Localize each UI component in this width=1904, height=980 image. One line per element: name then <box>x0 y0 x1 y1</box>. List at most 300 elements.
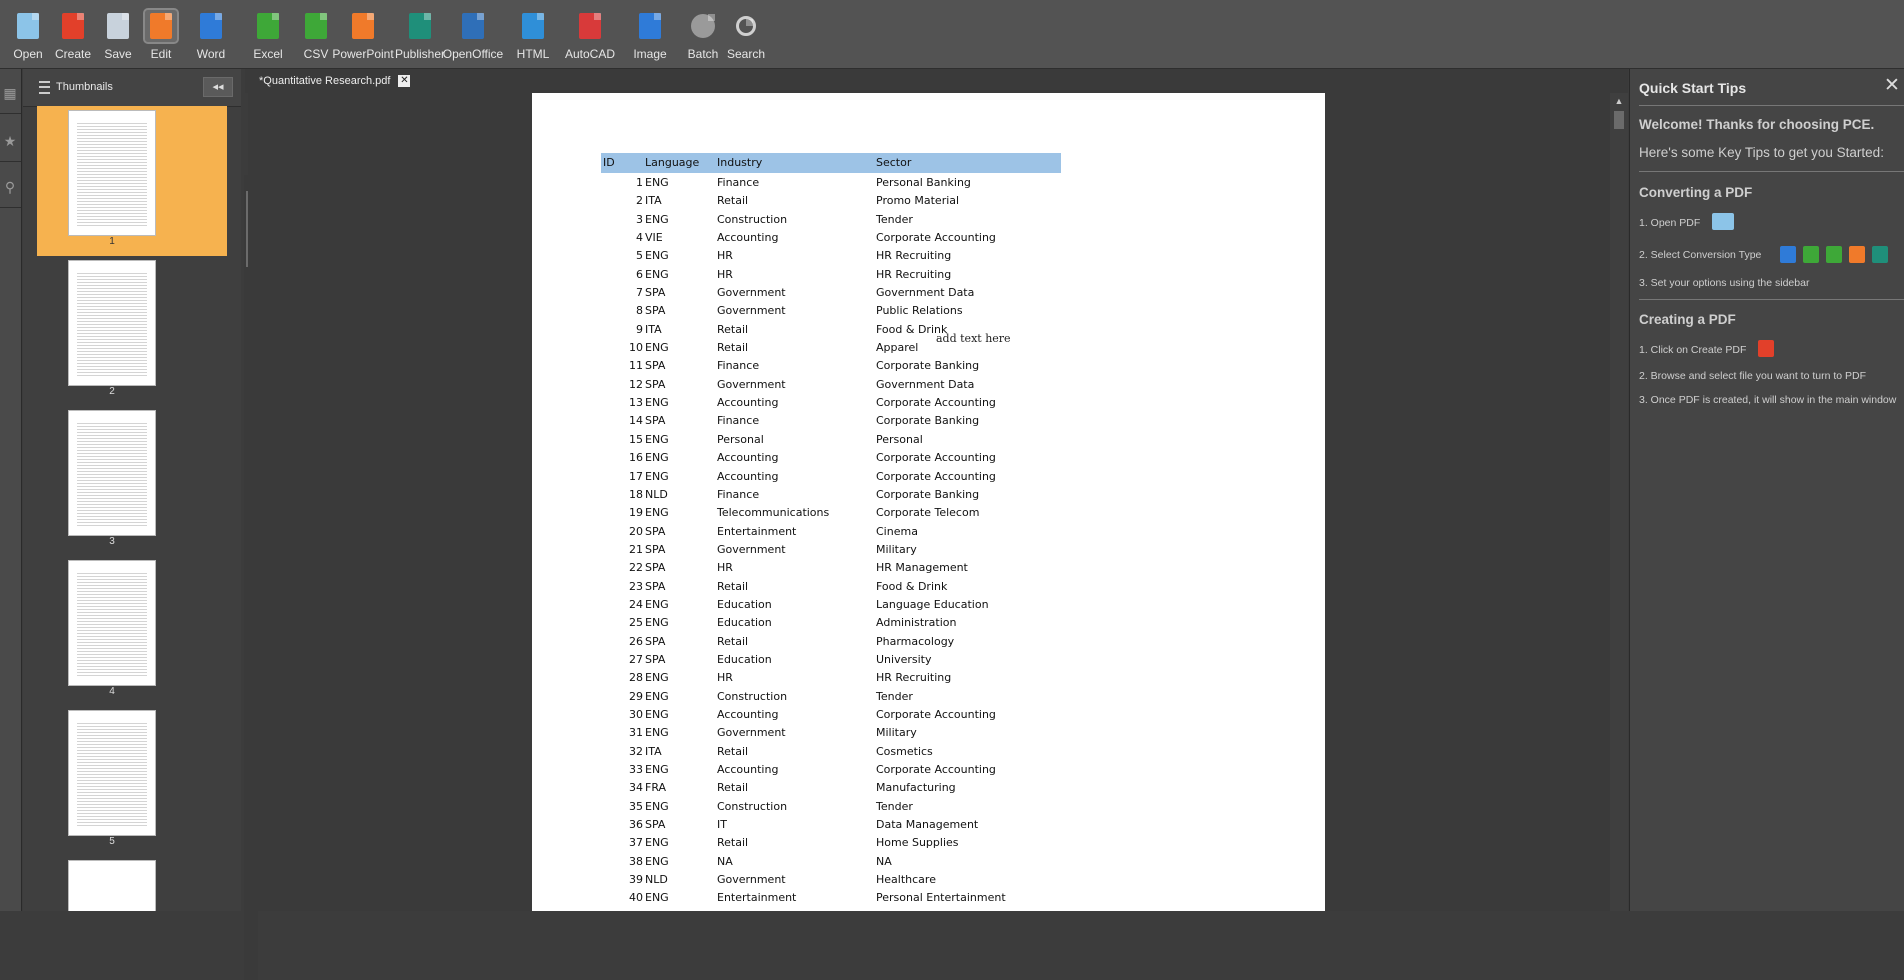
cell-sector: HR Recruiting <box>876 267 952 281</box>
table-row <box>601 393 1061 411</box>
table-body <box>601 173 1061 907</box>
tips-intro: Here's some Key Tips to get you Started: <box>1639 145 1884 160</box>
cell-id: 12 <box>629 377 643 391</box>
cell-language: ITA <box>645 194 662 208</box>
cell-sector: Cinema <box>876 524 918 538</box>
cell-language: SPA <box>645 579 666 593</box>
toolbar-openoffice-button[interactable] <box>441 10 505 66</box>
thumbnail-page-image <box>68 410 156 536</box>
cell-industry: Retail <box>717 341 749 355</box>
cell-industry: Entertainment <box>717 891 797 905</box>
thumbnail-text-lines <box>77 721 147 827</box>
cell-sector: Corporate Accounting <box>876 231 996 245</box>
cell-industry: Retail <box>717 744 749 758</box>
cell-language: ENG <box>645 836 669 850</box>
folder-icon <box>1712 213 1734 230</box>
cell-sector: Corporate Accounting <box>876 396 996 410</box>
publisher-icon <box>1872 246 1888 263</box>
cell-id: 8 <box>636 304 643 318</box>
cell-industry: Construction <box>717 689 788 703</box>
thumbnail-page-image <box>68 560 156 686</box>
table-row <box>601 191 1061 209</box>
page-number: 3 <box>109 536 115 547</box>
table-row <box>601 301 1061 319</box>
cell-industry: HR <box>717 267 733 281</box>
page-number: 4 <box>109 686 115 697</box>
main-toolbar <box>0 0 1904 69</box>
page-thumbnail[interactable] <box>37 406 227 556</box>
cell-industry: Retail <box>717 194 749 208</box>
cell-sector: Tender <box>876 212 913 226</box>
cell-language: ENG <box>645 726 669 740</box>
cell-language: ENG <box>645 707 669 721</box>
toolbar-word-button[interactable] <box>179 10 243 66</box>
table-row <box>601 742 1061 760</box>
folder-open-icon <box>12 10 44 42</box>
cell-sector: NA <box>876 854 892 868</box>
thumbnail-page-image <box>68 710 156 836</box>
cell-id: 9 <box>636 322 643 336</box>
cell-sector: Food & Drink <box>876 579 948 593</box>
table-row <box>601 797 1061 815</box>
cell-industry: Government <box>717 873 786 887</box>
table-row <box>601 577 1061 595</box>
cell-language: ENG <box>645 396 669 410</box>
toolbar-label: Search <box>726 47 766 61</box>
cell-language: SPA <box>645 286 666 300</box>
cell-industry: Telecommunications <box>717 506 830 520</box>
toolbar-label: OpenOffice <box>442 47 504 61</box>
cell-industry: IT <box>717 818 727 832</box>
cell-id: 18 <box>629 487 643 501</box>
cell-industry: Finance <box>717 414 760 428</box>
table-row <box>601 375 1061 393</box>
table-row <box>601 430 1061 448</box>
autocad-icon <box>574 10 606 42</box>
close-icon[interactable]: ✕ <box>1884 75 1900 96</box>
cell-industry: Retail <box>717 634 749 648</box>
cell-language: ENG <box>645 249 669 263</box>
thumbnail-text-lines <box>77 271 147 377</box>
table-row <box>601 558 1061 576</box>
cell-language: ENG <box>645 891 669 905</box>
table-row <box>601 815 1061 833</box>
cell-language: ENG <box>645 341 669 355</box>
cell-industry: Retail <box>717 836 749 850</box>
table-row <box>601 687 1061 705</box>
cell-industry: Government <box>717 542 786 556</box>
cell-id: 31 <box>629 726 643 740</box>
cell-language: ENG <box>645 799 669 813</box>
table-row <box>601 356 1061 374</box>
document-viewer <box>248 93 1610 911</box>
thumbnail-page-image <box>68 860 156 911</box>
cell-industry: Entertainment <box>717 524 797 538</box>
cell-language: SPA <box>645 524 666 538</box>
cell-id: 4 <box>636 231 643 245</box>
cell-language: SPA <box>645 414 666 428</box>
image-icon <box>634 10 666 42</box>
thumbnail-text-lines <box>77 571 147 677</box>
cell-id: 14 <box>629 414 643 428</box>
cell-id: 16 <box>629 451 643 465</box>
close-icon[interactable]: ✕ <box>400 75 409 86</box>
cell-sector: Data Management <box>876 818 979 832</box>
table-row <box>601 210 1061 228</box>
cell-industry: Education <box>717 616 772 630</box>
thumbnails-title: Thumbnails <box>56 81 113 93</box>
cell-id: 36 <box>629 818 643 832</box>
column-header-industry: Industry <box>717 156 763 169</box>
divider <box>1639 105 1904 106</box>
toolbar-label: PowerPoint <box>332 47 394 61</box>
cell-industry: Accounting <box>717 763 779 776</box>
table-row <box>601 852 1061 870</box>
table-row <box>601 778 1061 796</box>
cell-id: 23 <box>629 579 643 593</box>
excel-icon <box>252 10 284 42</box>
cell-id: 19 <box>629 506 643 520</box>
column-header-sector: Sector <box>876 156 912 169</box>
cell-language: ENG <box>645 451 669 465</box>
divider <box>0 113 21 114</box>
cell-sector: Government Data <box>876 286 975 300</box>
cell-id: 35 <box>629 799 643 813</box>
menu-icon[interactable] <box>39 81 50 94</box>
toolbar-label: Open <box>13 47 43 61</box>
page-thumbnail[interactable] <box>37 256 227 406</box>
creating-step-1: 1. Click on Create PDF <box>1639 344 1747 356</box>
cell-sector: Corporate Banking <box>876 487 980 501</box>
cell-industry: NA <box>717 854 733 868</box>
table-row <box>601 833 1061 851</box>
thumbnail-text-lines <box>77 421 147 527</box>
cell-language: ENG <box>645 616 669 630</box>
cell-sector: Government Data <box>876 377 975 391</box>
html-icon <box>517 10 549 42</box>
table-row <box>601 632 1061 650</box>
cell-id: 3 <box>636 212 643 226</box>
toolbar-search-button[interactable] <box>714 10 778 66</box>
cell-sector: Tender <box>876 689 913 703</box>
cell-industry: Personal <box>717 432 764 446</box>
table-row <box>601 485 1061 503</box>
cell-id: 38 <box>629 854 643 868</box>
cell-sector: Corporate Banking <box>876 414 980 428</box>
cell-sector: Personal <box>876 432 923 446</box>
toolbar-html-button[interactable] <box>501 10 565 66</box>
cell-industry: Government <box>717 377 786 391</box>
cell-sector: Corporate Accounting <box>876 763 996 776</box>
csv-icon <box>1826 246 1842 263</box>
cell-language: SPA <box>645 304 666 318</box>
page-number: 2 <box>109 386 115 397</box>
cell-industry: Construction <box>717 212 788 226</box>
toolbar-label: AutoCAD <box>564 47 616 61</box>
cell-sector: Language Education <box>876 597 989 611</box>
column-header-id: ID <box>603 156 615 169</box>
cell-language: ENG <box>645 763 669 776</box>
cell-id: 20 <box>629 524 643 538</box>
quick-start-panel <box>1629 69 1904 911</box>
cell-sector: University <box>876 652 932 666</box>
thumbnail-page-image <box>68 110 156 236</box>
document-tab-bar <box>245 69 1628 93</box>
cell-language: ENG <box>645 176 669 189</box>
cell-language: ENG <box>645 854 669 868</box>
cell-id: 21 <box>629 542 643 556</box>
cell-sector: Personal Banking <box>876 176 971 189</box>
cell-language: ENG <box>645 267 669 281</box>
converting-step-3: 3. Set your options using the sidebar <box>1639 277 1810 289</box>
publisher-icon <box>404 10 436 42</box>
toolbar-powerpoint-button[interactable] <box>331 10 395 66</box>
thumbnail-list <box>37 106 227 911</box>
table-row <box>601 668 1061 686</box>
table-row <box>601 283 1061 301</box>
cell-industry: Accounting <box>717 231 779 245</box>
data-table <box>601 153 1061 907</box>
converting-step-1: 1. Open PDF <box>1639 217 1701 229</box>
toolbar-label: Publisher <box>394 47 446 61</box>
text-annotation[interactable]: add text here <box>936 332 1011 345</box>
cell-id: 26 <box>629 634 643 648</box>
table-row <box>601 448 1061 466</box>
cell-industry: Accounting <box>717 451 779 465</box>
page-number: 5 <box>109 836 115 847</box>
column-header-language: Language <box>645 156 700 169</box>
cell-id: 24 <box>629 597 643 611</box>
page-thumbnail[interactable] <box>37 856 227 911</box>
cell-sector: HR Recruiting <box>876 671 952 685</box>
thumbnails-panel <box>23 69 241 911</box>
openoffice-icon <box>457 10 489 42</box>
excel-icon <box>1803 246 1819 263</box>
table-row <box>601 540 1061 558</box>
cell-language: SPA <box>645 561 666 575</box>
divider <box>1639 299 1904 300</box>
creating-step-2: 2. Browse and select file you want to turn to PDF <box>1639 370 1867 382</box>
cell-industry: Construction <box>717 799 788 813</box>
powerpoint-icon <box>1849 246 1865 263</box>
cell-language: ENG <box>645 469 669 483</box>
bookmark-star-icon[interactable]: ★ <box>3 133 17 149</box>
page-thumbnail[interactable] <box>37 106 227 256</box>
cell-industry: Retail <box>717 322 749 336</box>
creating-title: Creating a PDF <box>1639 312 1736 327</box>
table-row <box>601 265 1061 283</box>
cell-industry: HR <box>717 561 733 575</box>
divider <box>0 161 21 162</box>
cell-sector: Home Supplies <box>876 836 959 850</box>
cell-language: SPA <box>645 542 666 556</box>
cell-language: SPA <box>645 377 666 391</box>
table-row <box>601 467 1061 485</box>
tab-quantitative-research[interactable] <box>253 71 412 91</box>
welcome-text: Welcome! Thanks for choosing PCE. <box>1639 117 1875 132</box>
cell-sector: Corporate Accounting <box>876 469 996 483</box>
cell-language: ITA <box>645 322 662 336</box>
cell-industry: Education <box>717 652 772 666</box>
cell-language: ITA <box>645 744 662 758</box>
thumbnail-text-lines <box>77 121 147 227</box>
cell-language: VIE <box>645 231 663 245</box>
cell-language: FRA <box>645 781 667 795</box>
cell-sector: HR Recruiting <box>876 249 952 263</box>
grid-view-icon[interactable]: ▦ <box>3 85 17 101</box>
cell-sector: Corporate Accounting <box>876 451 996 465</box>
toolbar-label: HTML <box>516 47 550 61</box>
toolbar-label: Image <box>633 47 667 61</box>
page-thumbnail[interactable] <box>37 706 227 856</box>
cell-industry: HR <box>717 671 733 685</box>
table-row <box>601 228 1061 246</box>
search-icon <box>730 10 762 42</box>
cell-language: ENG <box>645 671 669 685</box>
table-row <box>601 705 1061 723</box>
thumbnails-header <box>23 69 241 107</box>
cell-id: 25 <box>629 616 643 630</box>
table-row <box>601 173 1061 191</box>
quick-start-title: Quick Start Tips <box>1639 80 1747 96</box>
cell-language: ENG <box>645 506 669 520</box>
cell-id: 1 <box>636 176 643 189</box>
toolbar-label: Save <box>104 47 132 61</box>
cell-id: 40 <box>629 891 643 905</box>
toolbar-label: Create <box>54 47 92 61</box>
cell-sector: Cosmetics <box>876 744 933 758</box>
table-row <box>601 613 1061 631</box>
powerpoint-icon <box>347 10 379 42</box>
cell-sector: Apparel <box>876 341 919 355</box>
cell-language: NLD <box>645 487 668 501</box>
scroll-up-icon[interactable]: ▲ <box>1614 96 1624 106</box>
cell-language: SPA <box>645 359 666 373</box>
cell-industry: Accounting <box>717 469 779 483</box>
cell-id: 28 <box>629 671 643 685</box>
cell-sector: Personal Entertainment <box>876 891 1006 905</box>
word-icon <box>1780 246 1796 263</box>
cell-industry: Government <box>717 286 786 300</box>
table-row <box>601 888 1061 906</box>
thumbnail-page-image <box>68 260 156 386</box>
table-row <box>601 246 1061 264</box>
cell-id: 17 <box>629 469 643 483</box>
cell-sector: Military <box>876 542 917 556</box>
cell-sector: Promo Material <box>876 194 960 208</box>
cell-id: 29 <box>629 689 643 703</box>
cell-language: SPA <box>645 634 666 648</box>
cell-language: NLD <box>645 873 668 887</box>
word-icon <box>195 10 227 42</box>
divider <box>1639 171 1904 172</box>
left-icon-strip <box>0 69 22 911</box>
cell-id: 5 <box>636 249 643 263</box>
divider <box>0 207 21 208</box>
cell-industry: Finance <box>717 487 760 501</box>
cell-id: 34 <box>629 781 643 795</box>
cell-industry: Government <box>717 304 786 318</box>
toolbar-label: Batch <box>687 47 719 61</box>
table-header-row <box>601 153 1061 173</box>
create-pdf-icon <box>1758 340 1774 357</box>
creating-step-3: 3. Once PDF is created, it will show in the main window <box>1639 394 1897 406</box>
converting-title: Converting a PDF <box>1639 185 1753 200</box>
cell-id: 13 <box>629 396 643 410</box>
cell-industry: Education <box>717 597 772 611</box>
cell-id: 30 <box>629 707 643 721</box>
cell-sector: Manufacturing <box>876 781 956 795</box>
cell-industry: Finance <box>717 176 760 189</box>
edit-pdf-icon <box>145 10 177 42</box>
cell-sector: Pharmacology <box>876 634 955 648</box>
table-row <box>601 760 1061 778</box>
cell-id: 6 <box>636 267 643 281</box>
cell-language: ENG <box>645 597 669 611</box>
cell-industry: Accounting <box>717 396 779 410</box>
cell-id: 10 <box>629 341 643 355</box>
cell-language: SPA <box>645 652 666 666</box>
cell-industry: Accounting <box>717 707 779 721</box>
cell-sector: Military <box>876 726 917 740</box>
tab-label: *Quantitative Research.pdf <box>259 75 391 87</box>
toolbar-label: CSV <box>303 47 329 61</box>
cell-id: 27 <box>629 652 643 666</box>
document-scrollbar[interactable] <box>1610 93 1628 911</box>
cell-industry: Retail <box>717 781 749 795</box>
table-row <box>601 650 1061 668</box>
cell-sector: Tender <box>876 799 913 813</box>
cell-id: 22 <box>629 561 643 575</box>
cell-language: ENG <box>645 432 669 446</box>
create-pdf-icon <box>57 10 89 42</box>
cell-language: ENG <box>645 689 669 703</box>
cell-sector: Public Relations <box>876 304 963 318</box>
table-row <box>601 503 1061 521</box>
page-number: 1 <box>109 236 115 247</box>
cell-sector: Administration <box>876 616 957 630</box>
cell-industry: Government <box>717 726 786 740</box>
toolbar-autocad-button[interactable] <box>558 10 622 66</box>
cell-language: ENG <box>645 212 669 226</box>
cell-sector: HR Management <box>876 561 968 575</box>
converting-step-2: 2. Select Conversion Type <box>1639 249 1762 261</box>
cell-sector: Healthcare <box>876 873 936 887</box>
table-row <box>601 522 1061 540</box>
cell-sector: Food & Drink <box>876 322 948 336</box>
csv-icon <box>300 10 332 42</box>
toolbar-label: Edit <box>150 47 172 61</box>
pdf-page <box>532 93 1325 911</box>
cell-industry: HR <box>717 249 733 263</box>
collapse-panel-button[interactable]: ◂◂ <box>203 77 233 97</box>
scroll-thumb[interactable] <box>1614 111 1624 129</box>
cell-sector: Corporate Accounting <box>876 707 996 721</box>
toolbar-label: Word <box>196 47 226 61</box>
cell-id: 7 <box>636 286 643 300</box>
cell-sector: Corporate Banking <box>876 359 980 373</box>
cell-industry: Retail <box>717 579 749 593</box>
page-thumbnail[interactable] <box>37 556 227 706</box>
cell-industry: Finance <box>717 359 760 373</box>
cell-id: 39 <box>629 873 643 887</box>
table-row <box>601 723 1061 741</box>
attachment-icon[interactable]: ⚲ <box>4 179 16 195</box>
cell-id: 33 <box>629 763 643 776</box>
cell-sector: Corporate Telecom <box>876 506 980 520</box>
table-row <box>601 870 1061 888</box>
cell-id: 32 <box>629 744 643 758</box>
